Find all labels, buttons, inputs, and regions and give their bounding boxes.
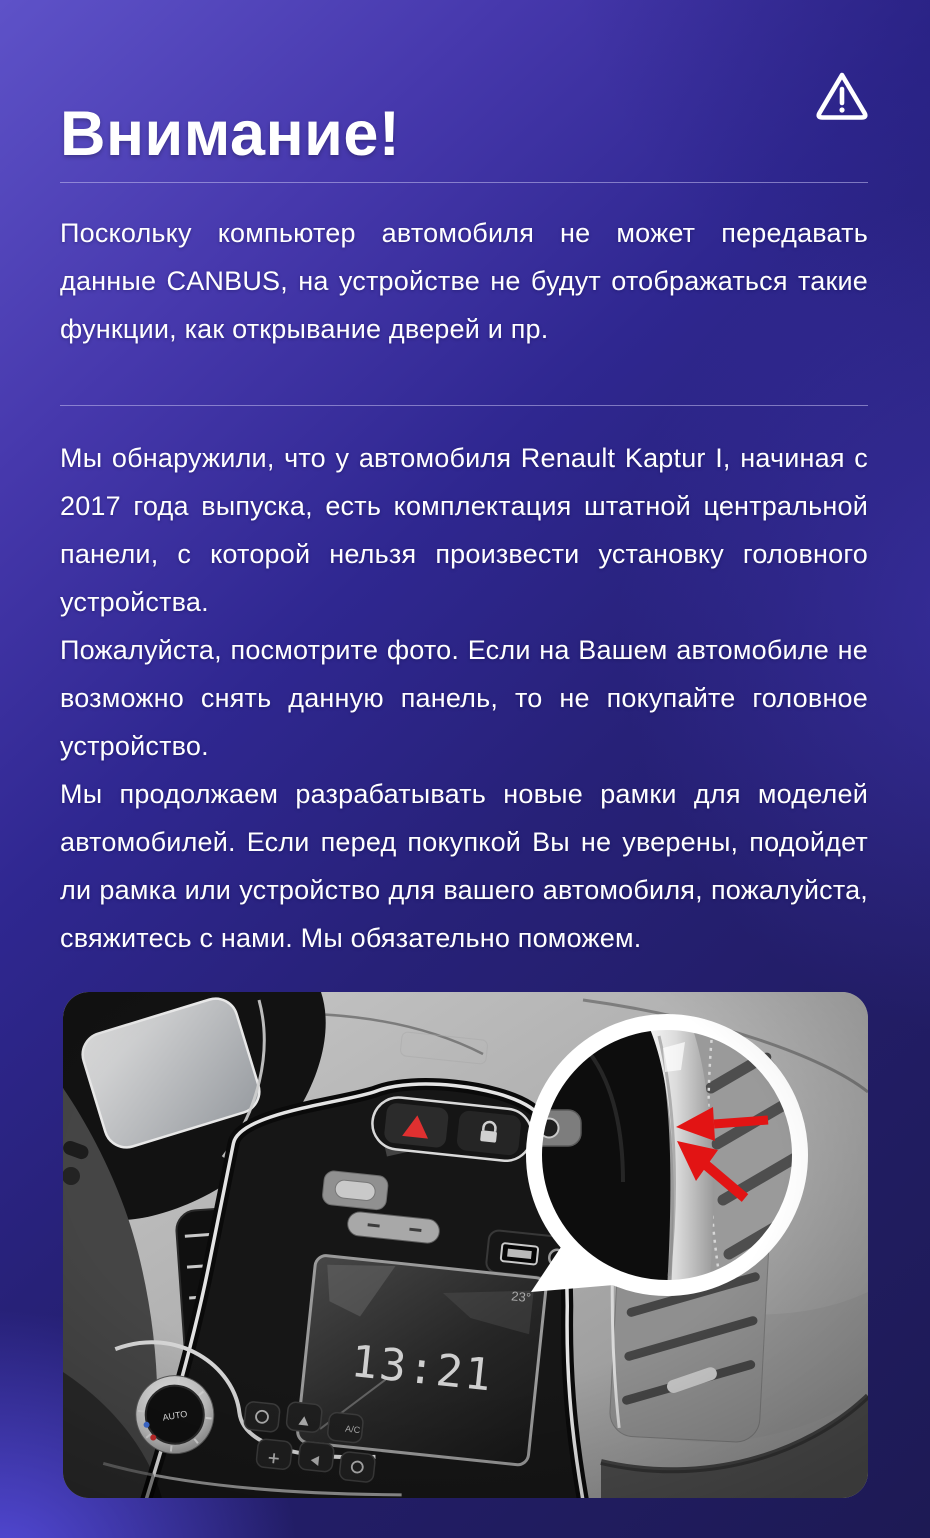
paragraph: Пожалуйста, посмотрите фото. Если на Вашем автомобиле не возможно снять данную панель, то не покупайте головное устройство. <box>60 635 868 761</box>
body-paragraphs <box>60 434 868 962</box>
divider <box>60 405 868 406</box>
intro-paragraph: Поскольку компьютер автомобиля не может передавать данные CANBUS, на устройстве не будут отображаться такие функции, как открывание дверей и пр. <box>60 218 868 344</box>
dashboard-photo <box>63 992 868 1498</box>
paragraph: Мы обнаружили, что у автомобиля Renault Kaptur I, начиная с 2017 года выпуска, есть комплектация штатной центральной панели, с которой нельзя произвести установку головного устройства. <box>60 443 868 617</box>
divider <box>60 182 868 183</box>
warning-triangle-icon <box>814 70 870 122</box>
paragraph: Мы продолжаем разрабатывать новые рамки для моделей автомобилей. Если перед покупкой Вы не уверены, подойдет ли рамка или устройство для вашего автомобиля, пожалуйста, свяжитесь с нами. Мы обязательно поможем. <box>60 779 868 953</box>
page-title: Внимание! <box>60 99 401 170</box>
dashboard-illustration <box>63 992 868 1498</box>
